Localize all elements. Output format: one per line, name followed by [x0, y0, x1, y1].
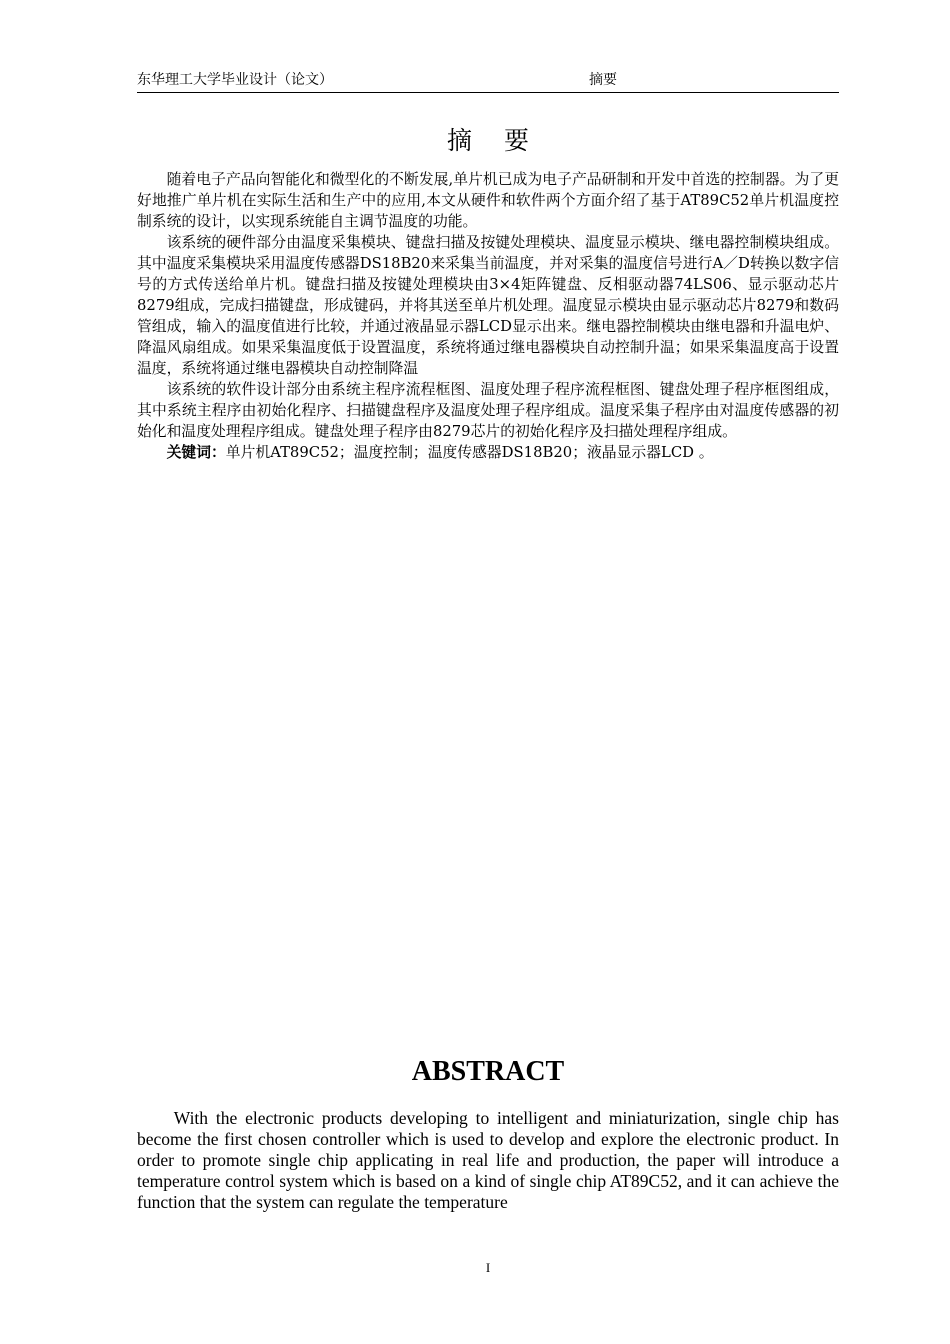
header-section-title: 摘要 — [589, 72, 617, 88]
page-header — [137, 70, 839, 93]
english-abstract-body — [137, 1108, 839, 1213]
page-number: I — [485, 1260, 491, 1275]
keywords-label: 关键词： — [166, 444, 226, 461]
english-paragraph: With the electronic products developing to intelligent and miniaturization, single chip has become the first chosen controller which is used to develop and explore the electronic product. In order to promote single chip applicating in real life and production, the paper will introduce a temperature control system which is based on a kind of single chip AT89C52, and it can achieve the function that the system can regulate the temperature — [137, 1108, 839, 1212]
keywords-line — [137, 442, 839, 463]
chinese-abstract-body — [137, 169, 839, 463]
chinese-paragraph: 该系统的软件设计部分由系统主程序流程框图、温度处理子程序流程框图、键盘处理子程序框图组成，其中系统主程序由初始化程序、扫描键盘程序及温度处理子程序组成。温度采集子程序由对温度传感器的初始化和温度处理程序组成。键盘处理子程序由8279芯片的初始化程序及扫描处理程序组成。 — [137, 381, 839, 440]
keywords-text: 单片机AT89C52；温度控制；温度传感器DS18B20；液晶显示器LCD 。 — [225, 444, 714, 461]
chinese-abstract-heading: 摘要 — [446, 126, 561, 155]
english-abstract-heading: ABSTRACT — [411, 1056, 565, 1087]
header-thesis-title: 东华理工大学毕业设计（论文） — [137, 72, 333, 88]
chinese-paragraph: 随着电子产品向智能化和微型化的不断发展,单片机已成为电子产品研制和开发中首选的控制器。为了更好地推广单片机在实际生活和生产中的应用,本文从硬件和软件两个方面介绍了基于AT89C52单片机温度控制系统的设计，以实现系统能自主调节温度的功能。 — [137, 171, 839, 230]
chinese-paragraph: 该系统的硬件部分由温度采集模块、键盘扫描及按键处理模块、温度显示模块、继电器控制模块组成。其中温度采集模块采用温度传感器DS18B20来采集当前温度，并对采集的温度信号进行A／D转换以数字信号的方式传送给单片机。键盘扫描及按键处理模块由3×4矩阵键盘、反相驱动器74LS06、显示驱动芯片8279组成，完成扫描键盘，形成键码，并将其送至单片机处理。温度显示模块由显示驱动芯片8279和数码管组成，输入的温度值进行比较，并通过液晶显示器LCD显示出来。继电器控制模块由继电器和升温电炉、降温风扇组成。如果采集温度低于设置温度，系统将通过继电器模块自动控制升温；如果采集温度高于设置温度，系统将通过继电器模块自动控制降温 — [137, 234, 839, 377]
